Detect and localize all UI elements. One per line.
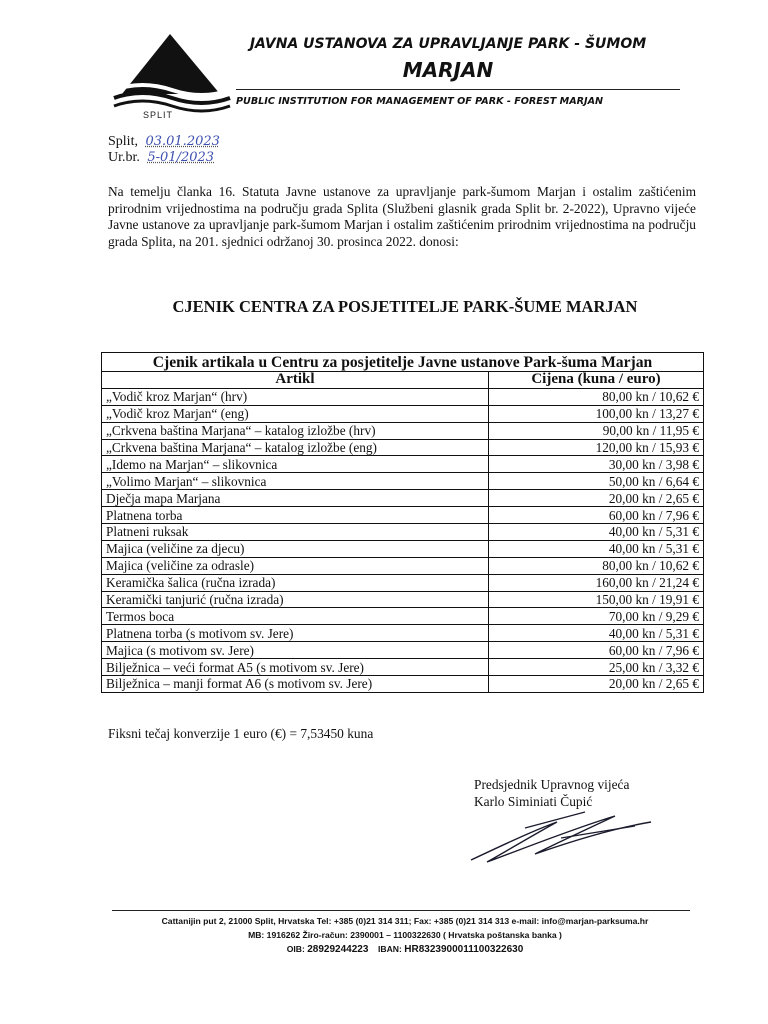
item-price: 150,00 kn / 19,91 €: [489, 591, 704, 608]
date-value: 03.01.2023: [145, 134, 220, 149]
signer-title: Predsjednik Upravnog vijeća: [474, 777, 630, 792]
footer-ids: [100, 944, 710, 955]
table-row: [102, 405, 704, 422]
handwritten-signature: [465, 800, 655, 870]
organization-marjan: MARJAN: [402, 58, 494, 82]
oib-label: OIB:: [286, 944, 305, 954]
reference-value: 5-01/2023: [147, 150, 215, 165]
marjan-logo: [112, 32, 232, 122]
item-price: 60,00 kn / 7,96 €: [489, 507, 704, 524]
table-row: [102, 524, 704, 541]
item-price: 40,00 kn / 5,31 €: [489, 625, 704, 642]
date-label: Split,: [108, 134, 138, 149]
table-row: [102, 574, 704, 591]
item-name: „Vodič kroz Marjan“ (hrv): [102, 388, 489, 405]
signer-name: Karlo Siminiati Čupić: [474, 794, 593, 809]
item-price: 80,00 kn / 10,62 €: [489, 557, 704, 574]
item-price: 50,00 kn / 6,64 €: [489, 473, 704, 490]
item-price: 25,00 kn / 3,32 €: [489, 659, 704, 676]
column-header-price: Cijena (kuna / euro): [489, 372, 704, 389]
header-divider: [236, 89, 680, 90]
item-price: 120,00 kn / 15,93 €: [489, 439, 704, 456]
footer-divider: [112, 910, 690, 911]
iban-value: HR8323900011100322630: [404, 944, 524, 955]
item-name: Dječja mapa Marjana: [102, 490, 489, 507]
table-row: [102, 659, 704, 676]
conversion-rate: Fiksni tečaj konverzije 1 euro (€) = 7,53450 kuna: [108, 726, 374, 741]
item-name: „Idemo na Marjan“ – slikovnica: [102, 456, 489, 473]
item-price: 20,00 kn / 2,65 €: [489, 490, 704, 507]
logo-city-label: SPLIT: [143, 110, 174, 120]
item-name: Bilježnica – manji format A6 (s motivom sv. Jere): [102, 676, 489, 693]
item-price: 90,00 kn / 11,95 €: [489, 422, 704, 439]
item-price: 20,00 kn / 2,65 €: [489, 676, 704, 693]
column-header-item: Artikl: [102, 372, 489, 389]
table-header-row: [102, 372, 704, 389]
item-name: „Volimo Marjan“ – slikovnica: [102, 473, 489, 490]
page-title: CJENIK CENTRA ZA POSJETITELJE PARK-ŠUME MARJAN: [172, 297, 638, 316]
item-name: Platnena torba (s motivom sv. Jere): [102, 625, 489, 642]
price-table: [101, 352, 704, 693]
table-row: [102, 608, 704, 625]
item-name: Majica (s motivom sv. Jere): [102, 642, 489, 659]
item-name: „Vodič kroz Marjan“ (eng): [102, 405, 489, 422]
table-caption: Cjenik artikala u Centru za posjetitelje Javne ustanove Park-šuma Marjan: [102, 353, 704, 372]
iban-label: IBAN:: [378, 944, 402, 954]
item-name: Platneni ruksak: [102, 524, 489, 541]
oib-value: 28929244223: [307, 944, 369, 955]
item-price: 100,00 kn / 13,27 €: [489, 405, 704, 422]
item-price: 70,00 kn / 9,29 €: [489, 608, 704, 625]
item-name: Termos boca: [102, 608, 489, 625]
item-price: 160,00 kn / 21,24 €: [489, 574, 704, 591]
item-price: 30,00 kn / 3,98 €: [489, 456, 704, 473]
document-date: [108, 134, 220, 150]
table-row: [102, 490, 704, 507]
table-caption-row: [102, 353, 704, 372]
document-reference: [108, 150, 214, 166]
table-row: [102, 625, 704, 642]
organization-name-english: PUBLIC INSTITUTION FOR MANAGEMENT OF PARK - FOREST MARJAN: [236, 96, 604, 107]
item-name: „Crkvena baština Marjana“ – katalog izložbe (hrv): [102, 422, 489, 439]
table-row: [102, 388, 704, 405]
item-name: Keramički tanjurić (ručna izrada): [102, 591, 489, 608]
item-name: Keramička šalica (ručna izrada): [102, 574, 489, 591]
item-name: Majica (veličine za djecu): [102, 540, 489, 557]
organization-name: JAVNA USTANOVA ZA UPRAVLJANJE PARK - ŠUMOM: [249, 36, 647, 52]
item-name: Platnena torba: [102, 507, 489, 524]
table-row: [102, 557, 704, 574]
table-body: [102, 388, 704, 692]
item-price: 80,00 kn / 10,62 €: [489, 388, 704, 405]
item-name: „Crkvena baština Marjana“ – katalog izložbe (eng): [102, 439, 489, 456]
intro-paragraph: Na temelju članka 16. Statuta Javne ustanove za upravljanje park-šumom Marjan i ostalim zaštićenim prirodnim vrijednostima na području grada Splita (Službeni glasnik grada Split br. 2-2022), Upravno vijeće Javne ustanove za upravljanje park-šumom Marjan i ostalim zaštićenim prirodnim vrijednostima na području grada Splita, na 201. sjednici održanoj 30. prosinca 2022. donosi:: [108, 184, 696, 249]
item-name: Bilježnica – veći format A5 (s motivom sv. Jere): [102, 659, 489, 676]
table-row: [102, 676, 704, 693]
item-price: 40,00 kn / 5,31 €: [489, 524, 704, 541]
footer-contact: Cattanijin put 2, 21000 Split, Hrvatska Tel: +385 (0)21 314 311; Fax: +385 (0)21 314 313 e-mail: info@marjan-parksuma.hr: [161, 916, 649, 926]
table-row: [102, 456, 704, 473]
table-row: [102, 439, 704, 456]
item-price: 40,00 kn / 5,31 €: [489, 540, 704, 557]
table-row: [102, 642, 704, 659]
table-row: [102, 473, 704, 490]
item-price: 60,00 kn / 7,96 €: [489, 642, 704, 659]
item-name: Majica (veličine za odrasle): [102, 557, 489, 574]
table-row: [102, 507, 704, 524]
footer-bank: MB: 1916262 Žiro-račun: 2390001 – 1100322630 ( Hrvatska poštanska banka ): [248, 930, 562, 940]
table-row: [102, 591, 704, 608]
table-row: [102, 422, 704, 439]
table-row: [102, 540, 704, 557]
reference-label: Ur.br.: [108, 150, 140, 165]
